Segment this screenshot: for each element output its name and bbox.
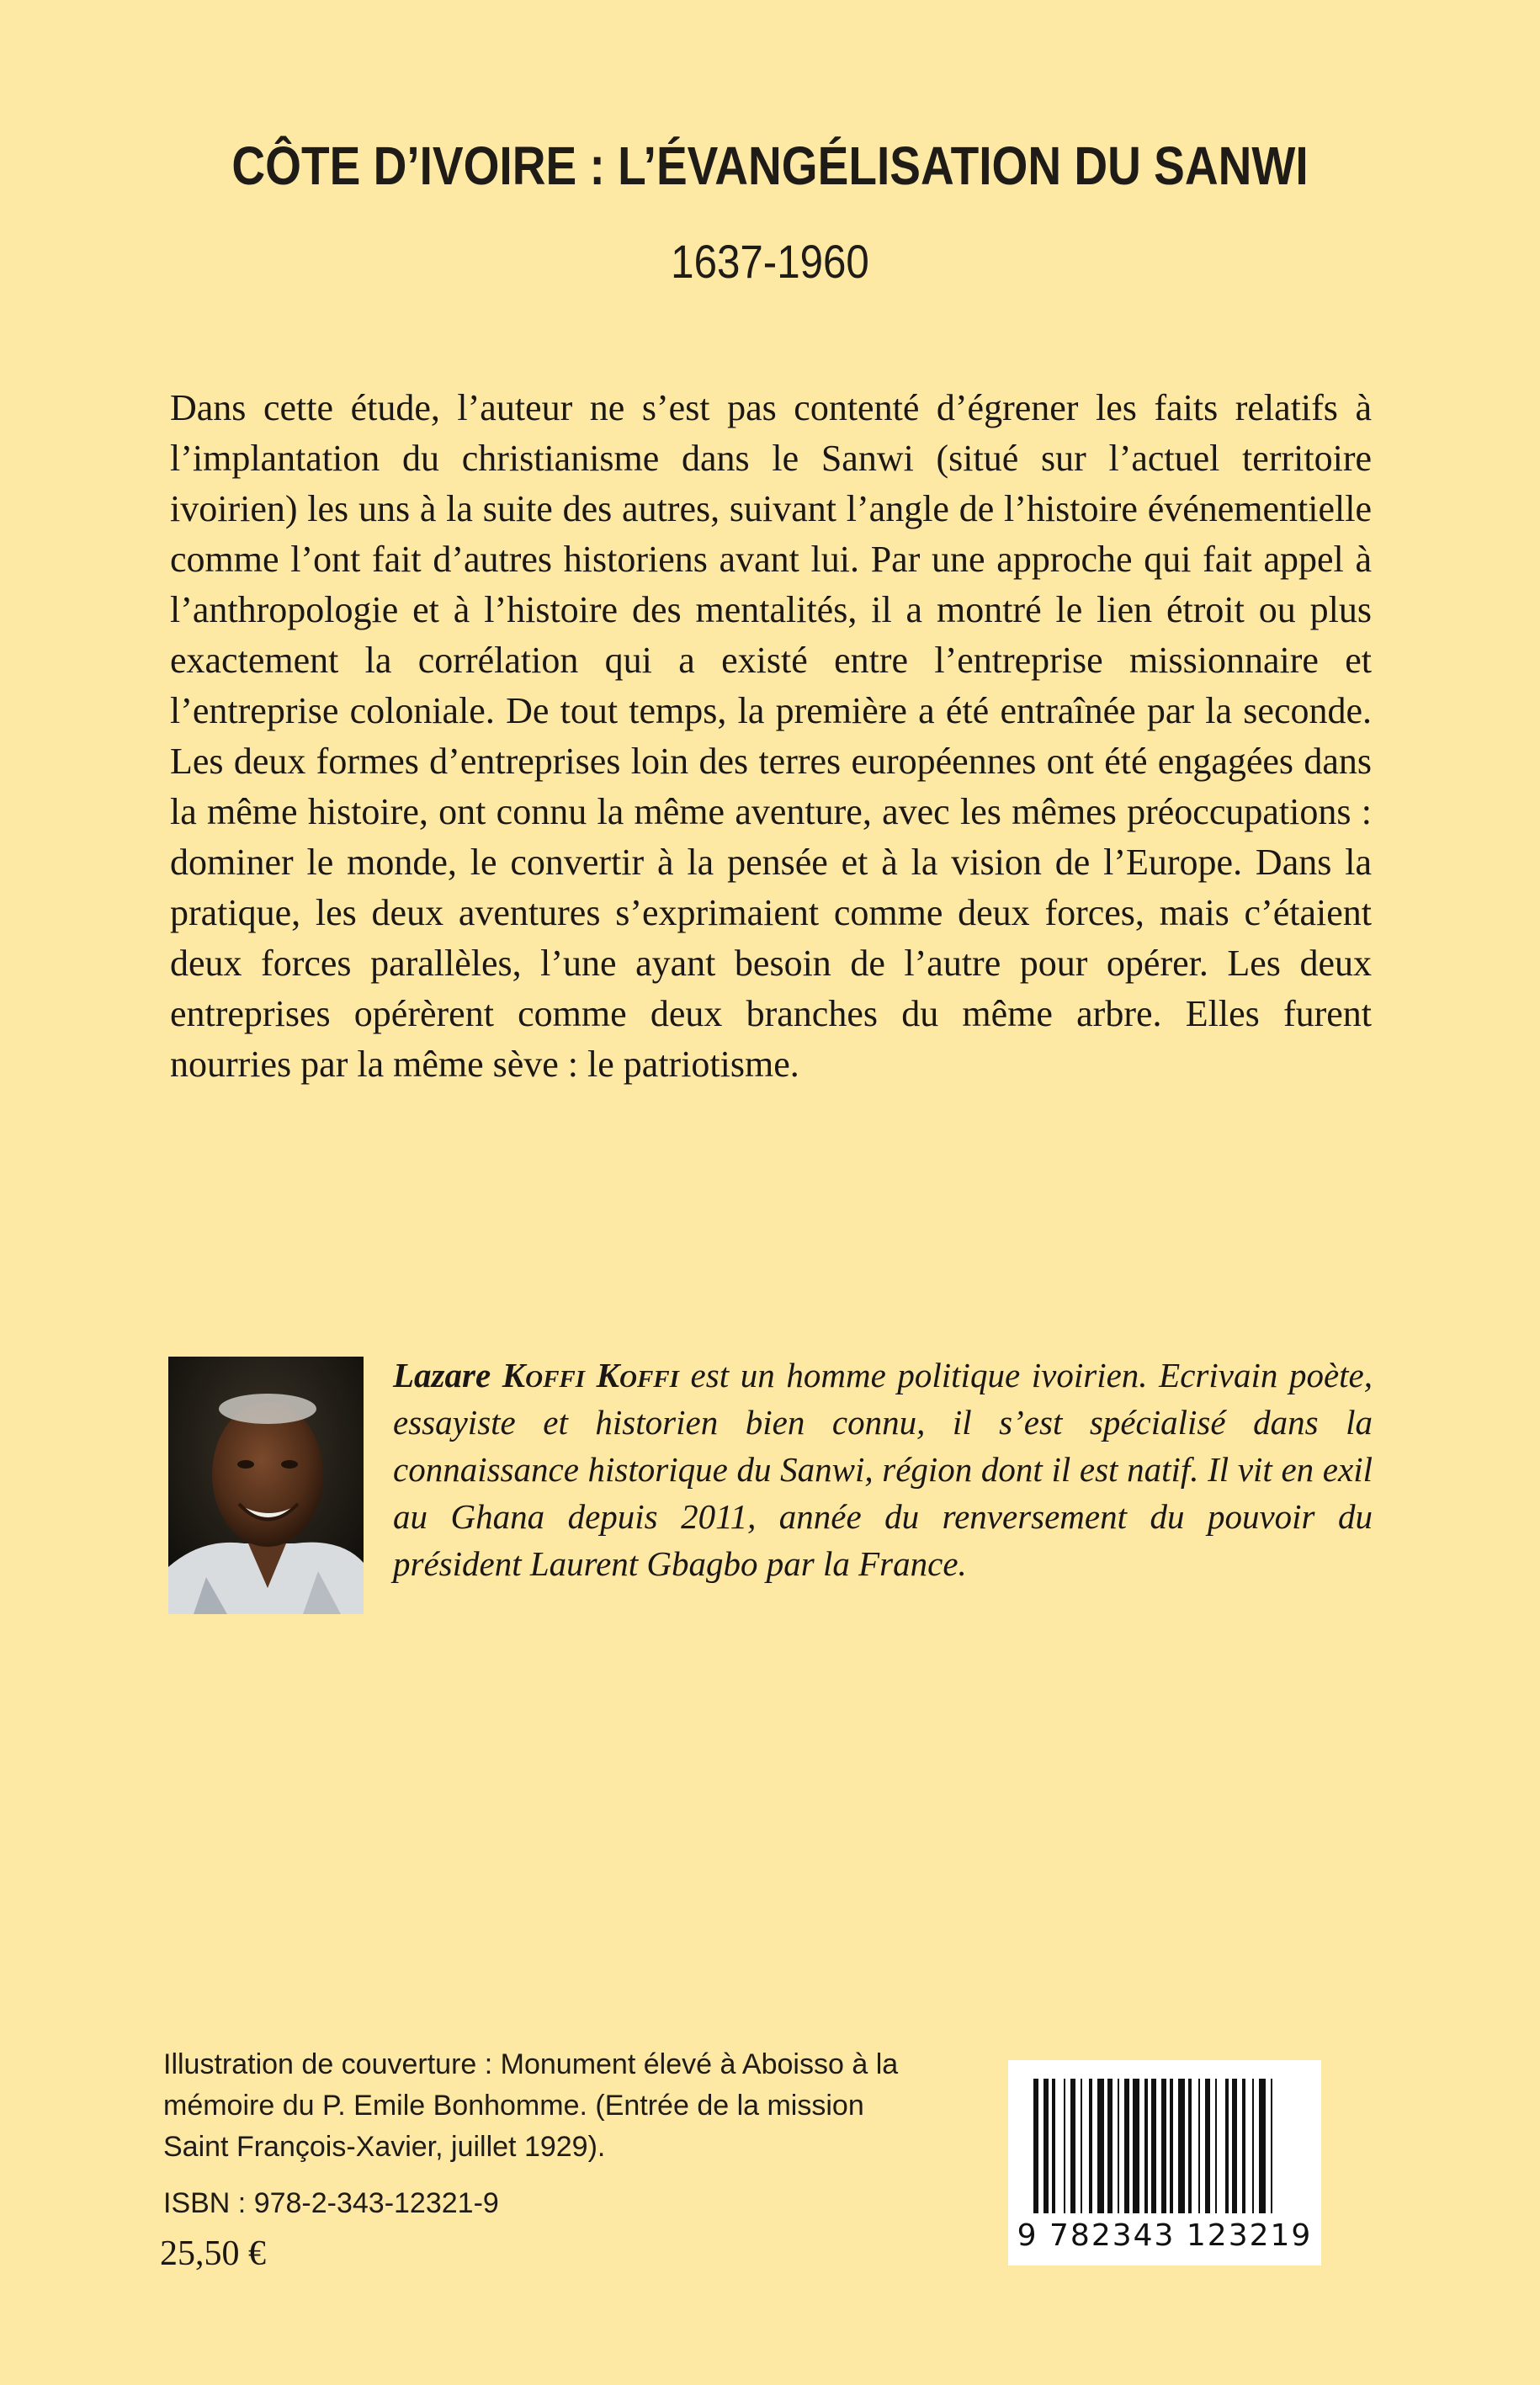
author-biography — [393, 1352, 1373, 1587]
barcode-bar — [1151, 2079, 1156, 2213]
barcode-bars — [1008, 2060, 1321, 2220]
author-photo — [168, 1357, 364, 1614]
barcode-bar — [1205, 2079, 1210, 2213]
barcode-bar — [1161, 2079, 1166, 2213]
barcode-bar — [1188, 2079, 1192, 2213]
barcode-bar — [1118, 2079, 1119, 2213]
barcode-bar — [1033, 2079, 1038, 2213]
book-summary: Dans cette étude, l’auteur ne s’est pas contenté d’égrener les faits relatifs à l’implantation du christianisme dans le Sanwi (situé sur l’actuel territoire ivoirien) les uns à la suite des autres, suivant l’angle de l’histoire événementielle comme l’ont fait d’autres historiens avant lui. Par une approche qui fait appel à l’anthropologie et à l’histoire des mentalités, il a montré le lien étroit ou plus exactement la corrélation qui a existé entre l’entreprise missionnaire et l’entreprise coloniale. De tout temps, la première a été entraînée par la seconde. Les deux formes d’entreprises loin des terres européennes ont été engagées dans la même histoire, ont connu la même aventure, avec les mêmes préoccupations : dominer le monde, le convertir à la pensée et à la vision de l’Europe. Dans la pratique, les deux aventures s’exprimaient comme deux forces, mais c’étaient deux forces parallèles, l’une ayant besoin de l’autre pour opérer. Les deux entreprises opérèrent comme deux branches du même arbre. Elles furent nourries par la même sève : le patriotisme. — [170, 387, 1372, 1085]
author-portrait-image — [168, 1357, 364, 1614]
barcode-bar — [1107, 2079, 1113, 2213]
barcode-bar — [1097, 2079, 1104, 2213]
barcode — [1008, 2060, 1321, 2265]
barcode-bar — [1252, 2079, 1254, 2213]
barcode-bar — [1198, 2079, 1200, 2213]
barcode-bar — [1225, 2079, 1229, 2213]
barcode-bar — [1215, 2079, 1217, 2213]
barcode-bar — [1052, 2079, 1055, 2213]
barcode-bar — [1089, 2079, 1092, 2213]
book-title: CÔTE D’IVOIRE : L’ÉVANGÉLISATION DU SANWI — [231, 135, 1309, 196]
barcode-bar — [1232, 2079, 1237, 2213]
book-price: 25,50 € — [160, 2234, 266, 2273]
illustration-credit: Illustration de couverture : Monument élevé à Aboisso à la mémoire du P. Emile Bonhomme. (Entrée de la mission Saint François-Xavier, juillet 1929). — [163, 2048, 899, 2163]
barcode-bar — [1271, 2079, 1272, 2213]
author-first-name: Lazare — [393, 1356, 491, 1394]
barcode-bar — [1259, 2079, 1266, 2213]
book-date-range: 1637-1960 — [671, 235, 869, 288]
barcode-digits: 9 782343 123219 — [1017, 2218, 1313, 2253]
author-bio-text: est un homme politique ivoirien. Ecrivain poète, essayiste et historien bien connu, il s’est spécialisé dans la connaissance historique du Sanwi, région dont il est natif. Il vit en exil au Ghana depuis 2011, année du renversement du pouvoir du président Laurent Gbagbo par la France. — [393, 1356, 1373, 1583]
barcode-bar — [1081, 2079, 1082, 2213]
barcode-bar — [1124, 2079, 1129, 2213]
barcode-bar — [1070, 2079, 1075, 2213]
barcode-bar — [1170, 2079, 1173, 2213]
barcode-bar — [1242, 2079, 1245, 2213]
author-last-name: Koffi Koffi — [502, 1356, 679, 1394]
barcode-bar — [1144, 2079, 1148, 2213]
barcode-bar — [1064, 2079, 1065, 2213]
barcode-bar — [1178, 2079, 1185, 2213]
barcode-bar — [1043, 2079, 1049, 2213]
barcode-bar — [1133, 2079, 1139, 2213]
isbn-number: ISBN : 978-2-343-12321-9 — [163, 2187, 499, 2219]
